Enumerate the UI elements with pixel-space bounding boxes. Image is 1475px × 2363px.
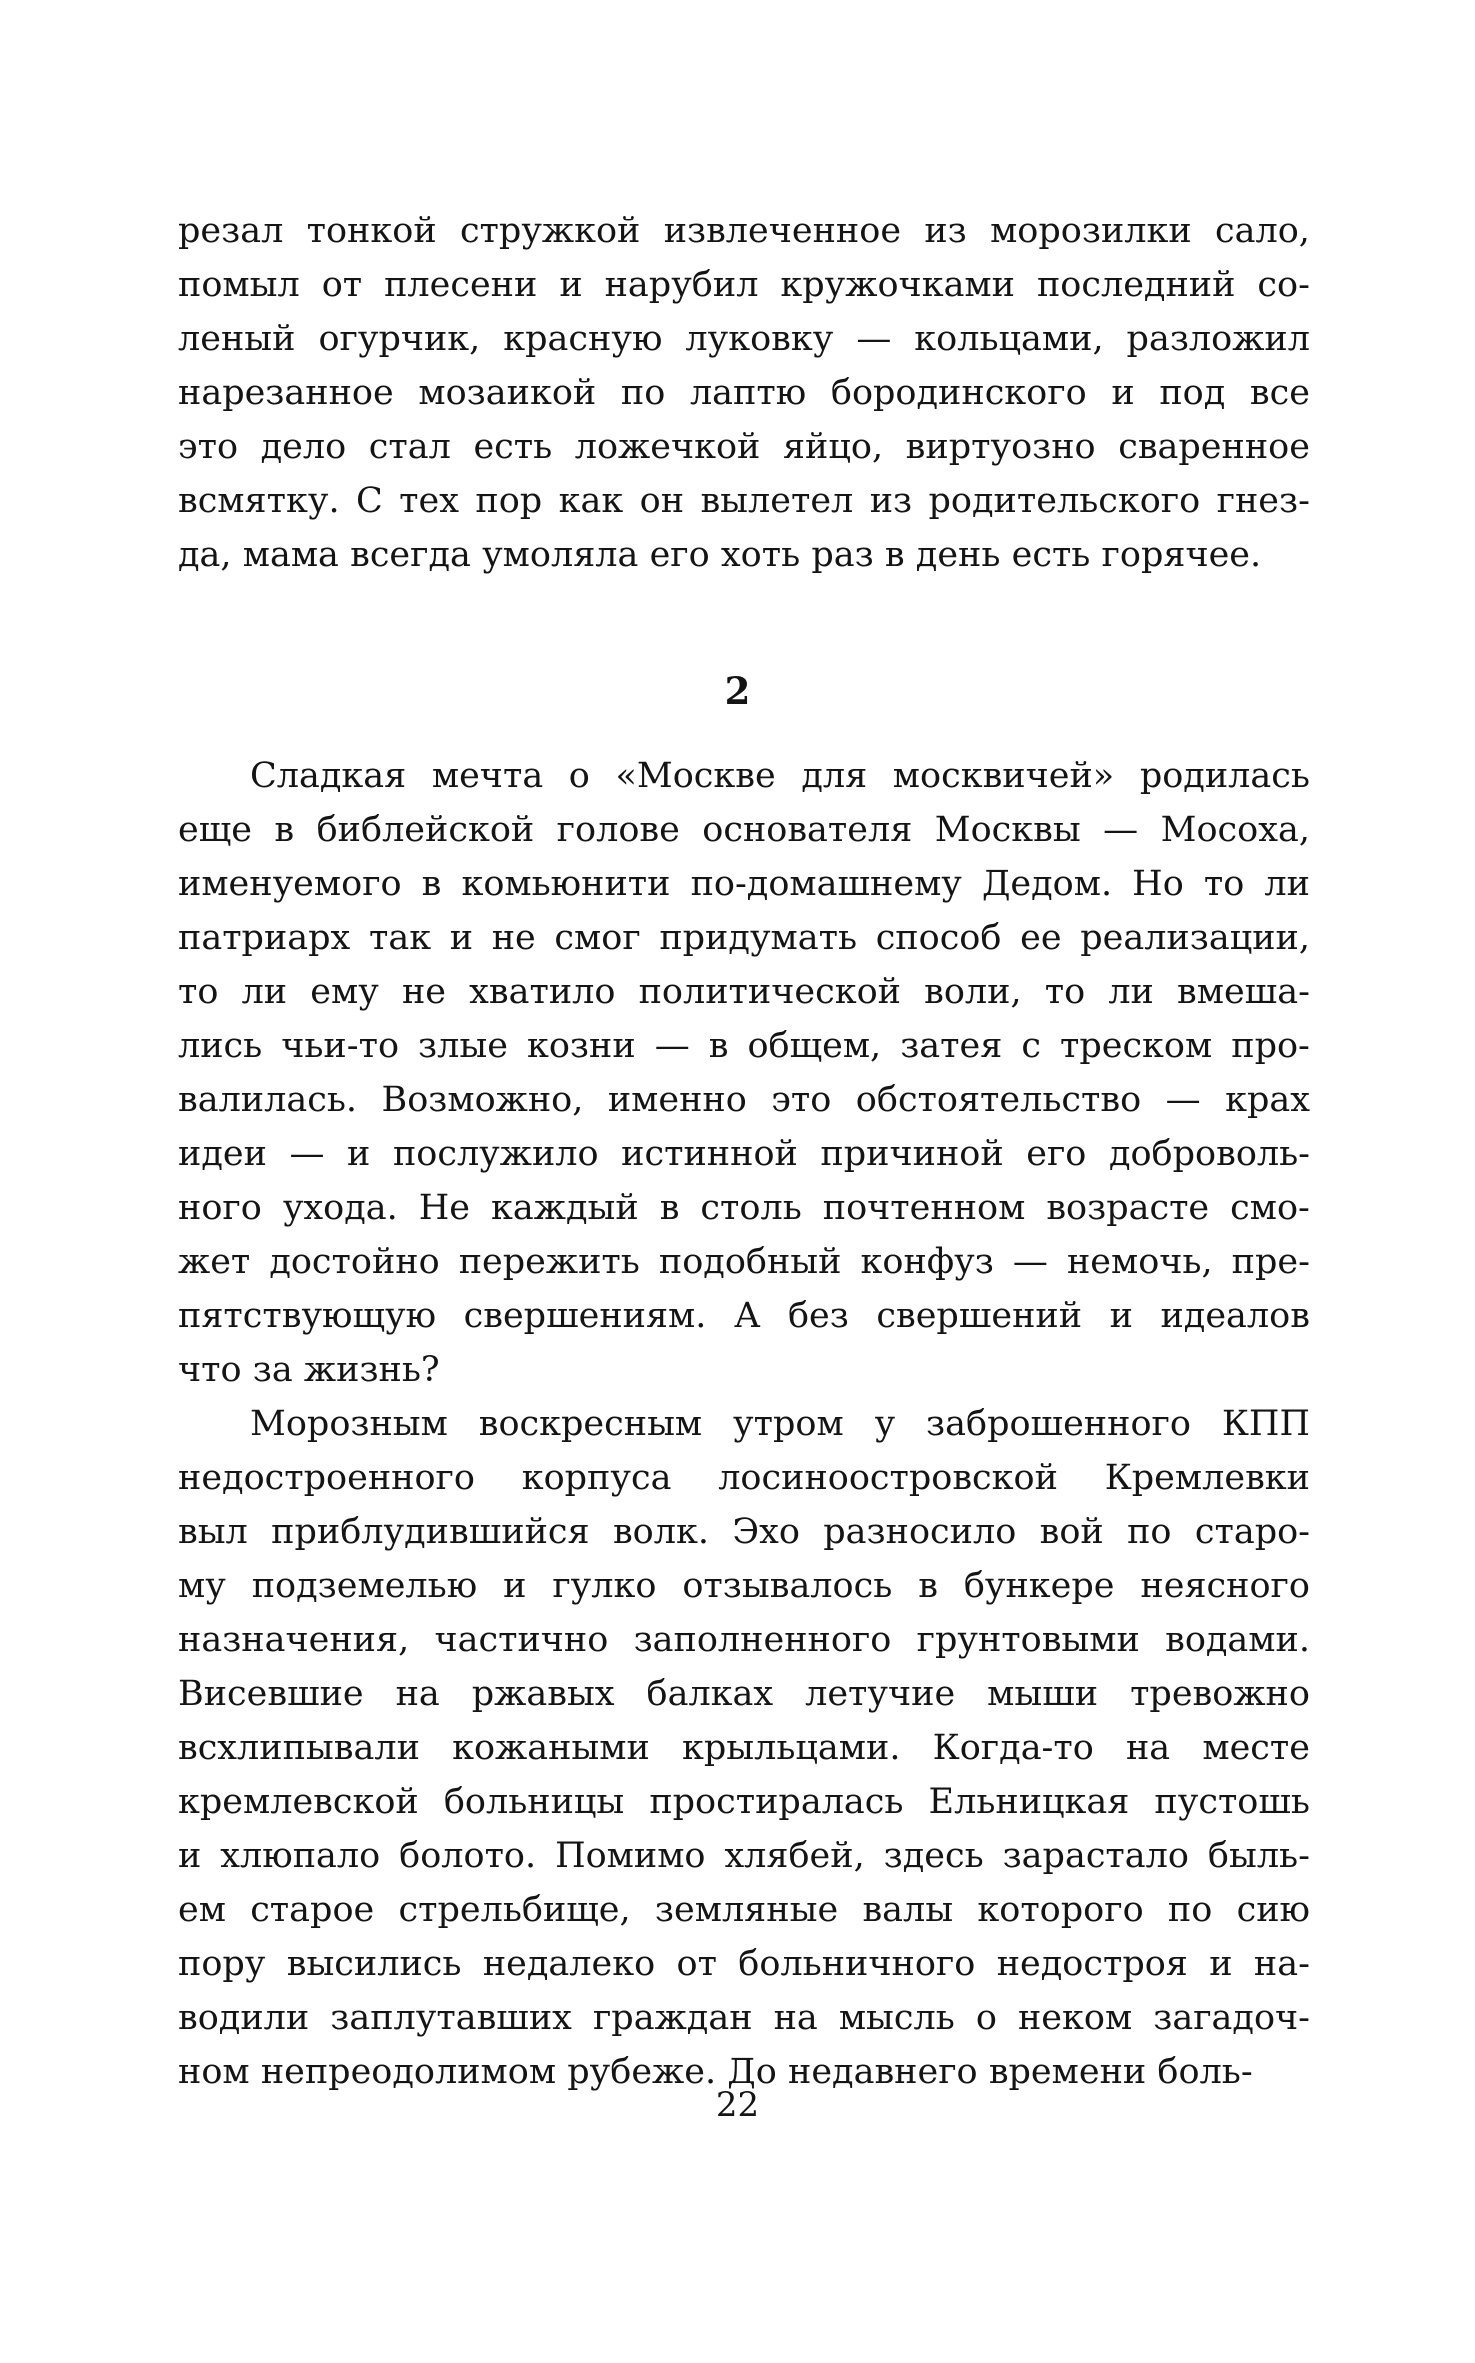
text-line: валилась. Возможно, именно это обстоятельство — крах xyxy=(178,1080,1310,1120)
text-line: ного ухода. Не каждый в столь почтенном возрасте смо- xyxy=(178,1188,1310,1228)
text-line: Сладкая мечта о «Москве для москвичей» родилась xyxy=(250,756,1310,796)
text-line: Морозным воскресным утром у заброшенного КПП xyxy=(250,1404,1310,1444)
text-line: да, мама всегда умоляла его хоть раз в день есть горячее. xyxy=(178,535,1262,575)
text-line: патриарх так и не смог придумать способ ее реализации, xyxy=(178,918,1310,958)
text-line: нарезанное мозаикой по лаптю бородинского и под все xyxy=(178,373,1310,413)
text-line: лись чьи-то злые козни — в общем, затея с треском про- xyxy=(178,1026,1310,1066)
text-line: пору высились недалеко от больничного недостроя и на- xyxy=(178,1944,1310,1984)
text-line: ном непреодолимом рубеже. До недавнего времени боль- xyxy=(178,2052,1253,2092)
text-line: что за жизнь? xyxy=(178,1350,440,1390)
text-line: назначения, частично заполненного грунтовыми водами. xyxy=(178,1620,1310,1660)
text-line: леный огурчик, красную луковку — кольцами, разложил xyxy=(178,319,1310,359)
text-line: водили заплутавших граждан на мысль о неком загадоч- xyxy=(178,1998,1310,2038)
text-line: и хлюпало болото. Помимо хлябей, здесь зарастало быль- xyxy=(178,1836,1310,1876)
text-line: еще в библейской голове основателя Москвы — Мосоха, xyxy=(178,810,1310,850)
text-line: помыл от плесени и нарубил кружочками последний со- xyxy=(178,265,1310,305)
text-line: то ли ему не хватило политической воли, то ли вмеша- xyxy=(178,972,1310,1012)
text-line: пятствующую свершениям. А без свершений и идеалов xyxy=(178,1296,1310,1336)
paragraph-continued xyxy=(178,204,1310,582)
text-line: это дело стал есть ложечкой яйцо, виртуозно сваренное xyxy=(178,427,1310,467)
text-line: му подземелью и гулко отзывалось в бункере неясного xyxy=(178,1566,1310,1606)
text-line: Висевшие на ржавых балках летучие мыши тревожно xyxy=(178,1674,1310,1714)
text-line: выл приблудившийся волк. Эхо разносило вой по старо- xyxy=(178,1512,1310,1552)
page-number: 22 xyxy=(715,2085,760,2125)
text-line: ем старое стрельбище, земляные валы которого по сию xyxy=(178,1890,1310,1930)
text-line: всхлипывали кожаными крыльцами. Когда-то на месте xyxy=(178,1728,1310,1768)
text-line: кремлевской больницы простиралась Ельницкая пустошь xyxy=(178,1782,1310,1822)
text-line: идеи — и послужило истинной причиной его доброволь- xyxy=(178,1134,1310,1174)
chapter-body xyxy=(178,749,1310,2099)
text-line: недостроенного корпуса лосиноостровской Кремлевки xyxy=(178,1458,1310,1498)
text-line: резал тонкой стружкой извлеченное из морозилки сало, xyxy=(178,211,1310,251)
text-line: жет достойно пережить подобный конфуз — немочь, пре- xyxy=(178,1242,1310,1282)
chapter-number: 2 xyxy=(724,669,751,713)
text-line: именуемого в комьюнити по-домашнему Дедом. Но то ли xyxy=(178,864,1310,904)
text-line: всмятку. С тех пор как он вылетел из родительского гнез- xyxy=(178,481,1310,521)
